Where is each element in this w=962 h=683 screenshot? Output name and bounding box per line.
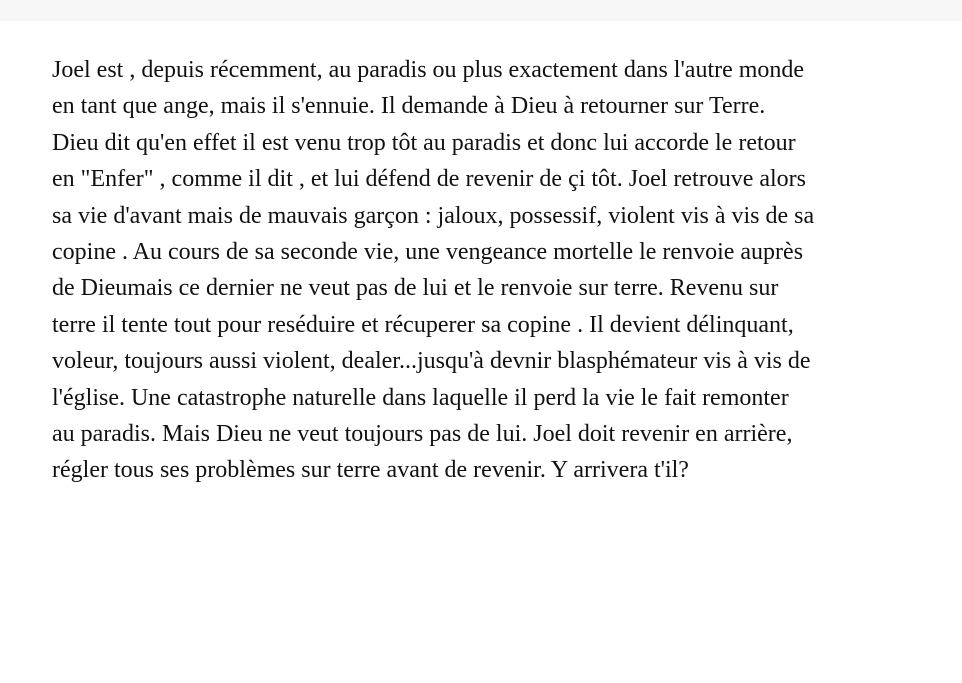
text-line: voleur, toujours aussi violent, dealer...jusqu'à devnir blasphémateur vis à vis de [52,348,811,375]
text-line: en tant que ange, mais il s'ennuie. Il demande à Dieu à retourner sur Terre. [52,93,766,120]
text-line: copine . Au cours de sa seconde vie, une vengeance mortelle le renvoie auprès [52,239,804,266]
text-line: en "Enfer" , comme il dit , et lui défend de revenir de çi tôt. Joel retrouve alors [52,166,806,193]
text-line: de Dieumais ce dernier ne veut pas de lui et le renvoie sur terre. Revenu sur [52,275,779,302]
text-line: terre il tente tout pour reséduire et récuperer sa copine . Il devient délinquant, [52,311,794,338]
text-line: Joel est , depuis récemment, au paradis ou plus exactement dans l'autre monde [52,57,805,83]
text-line: sa vie d'avant mais de mauvais garçon : jaloux, possessif, violent vis à vis de sa [52,202,815,229]
top-bar [0,0,962,21]
text-line: Dieu dit qu'en effet il est venu trop tôt au paradis et donc lui accorde le retour [52,129,796,156]
text-line: l'église. Une catastrophe naturelle dans laquelle il perd la vie le fait remonter [52,384,789,411]
synopsis-paragraph [52,52,932,489]
text-line: au paradis. Mais Dieu ne veut toujours pas de lui. Joel doit revenir en arrière, [52,421,793,448]
text-line: régler tous ses problèmes sur terre avant de revenir. Y arrivera t'il? [52,457,689,484]
